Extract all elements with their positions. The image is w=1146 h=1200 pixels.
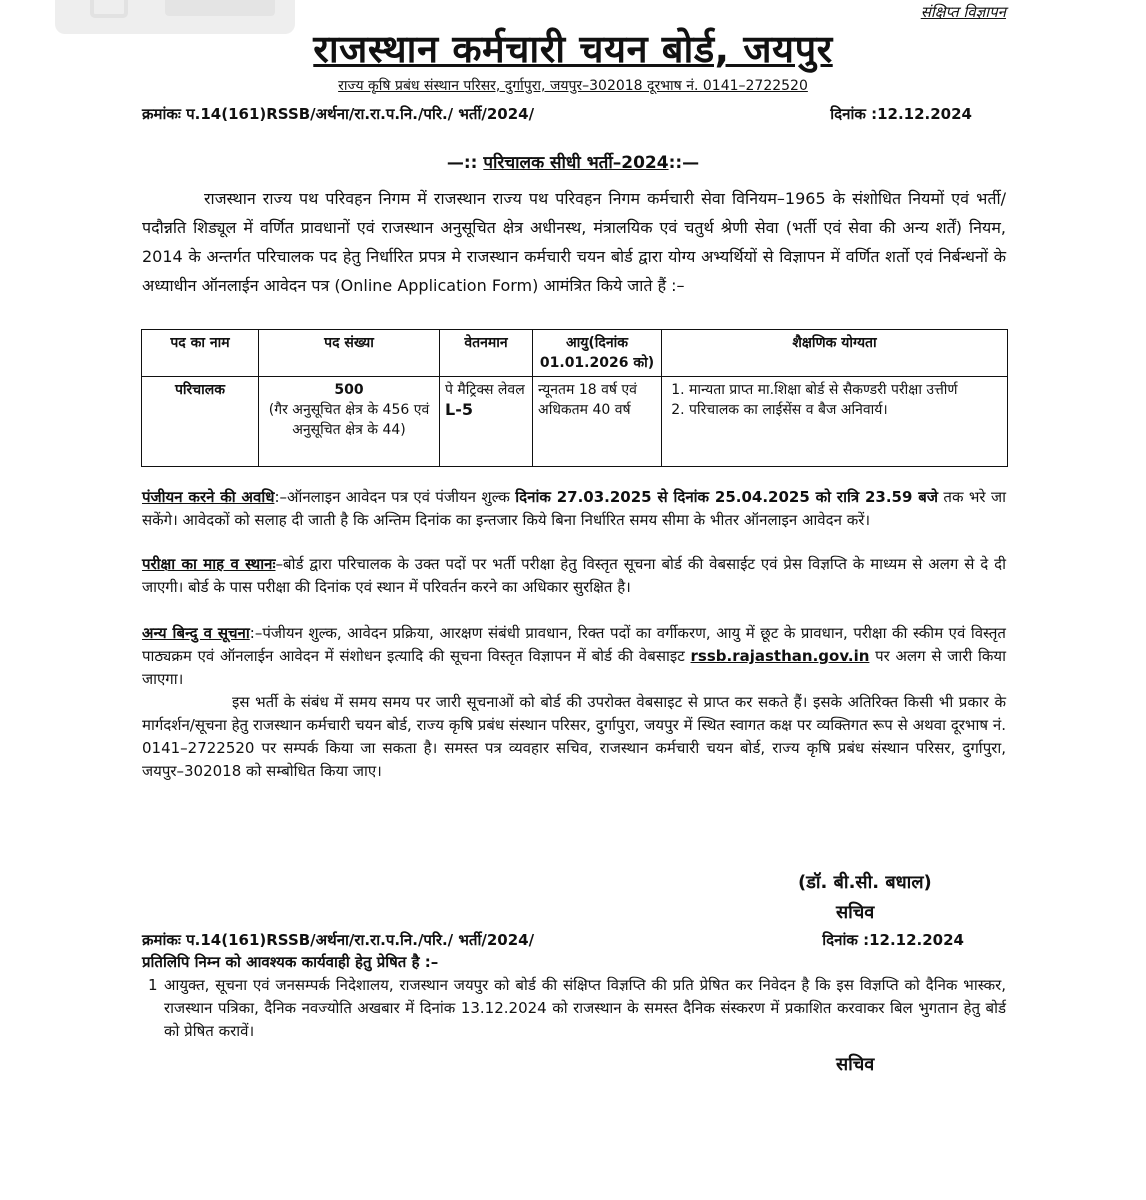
copy-item-number: 1: [148, 976, 158, 994]
organization-address: राज्य कृषि प्रबंध संस्थान परिसर, दुर्गापुरा, जयपुर–302018 दूरभाष नं. 0141–2722520: [338, 78, 808, 94]
cell-pay-scale: [440, 377, 533, 467]
post-count-total: 500: [334, 382, 364, 398]
notice-heading: [0, 150, 1146, 173]
intro-paragraph: [142, 184, 1006, 300]
other-info-section: [142, 622, 1006, 691]
table-header-row: [142, 330, 1008, 377]
col-post-name: पद का नाम: [142, 330, 259, 377]
qualification-item: 1. मान्यता प्राप्त मा.शिक्षा बोर्ड से सैकण्डरी परीक्षा उत्तीर्ण: [689, 380, 1002, 400]
heading-prefix: —::: [446, 153, 484, 173]
col-qualification: शैक्षणिक योग्यता: [662, 330, 1008, 377]
cell-age: न्यूनतम 18 वर्ष एवं अधिकतम 40 वर्ष: [533, 377, 662, 467]
heading-main: परिचालक सीधी भर्ती–2024: [483, 153, 669, 173]
table-row: [142, 377, 1008, 467]
reference-number: क्रमांकः प.14(161)RSSB/अर्थना/रा.रा.प.नि./परि./ भर्ती/2024/: [142, 105, 535, 123]
registration-dates: दिनांक 27.03.2025 से दिनांक 25.04.2025 को रात्रि 23.59 बजे: [515, 488, 938, 506]
exam-text: –बोर्ड द्वारा परिचालक के उक्त पदों पर भर्ती परीक्षा हेतु विस्तृत सूचना बोर्ड की वेबसाईट एवं प्रेस विज्ञप्ति के माध्यम से अलग से दे दी जाएगी। बोर्ड के पास परीक्षा की दिनांक एवं स्थान में परिवर्तन करने का अधिकार सुरक्षित है।: [142, 555, 1006, 596]
copy-list-item: [142, 974, 1006, 1043]
qualification-item: 2. परिचालक का लाईसेंस व बैज अनिवार्य।: [689, 400, 1002, 420]
contact-paragraph: [142, 691, 1006, 783]
signatory-name: (डॉ. बी.सी. बधाल): [798, 872, 932, 893]
heading-suffix: ::—: [668, 153, 700, 173]
col-post-count: पद संख्या: [259, 330, 440, 377]
pdf-icon: [90, 0, 128, 18]
cell-post-count: [259, 377, 440, 467]
cell-qualification: [662, 377, 1008, 467]
other-info-text-2: पर अलग से जारी किया जाएगा।: [142, 647, 1006, 688]
faded-toolbar-label: [165, 0, 275, 16]
copy-reference-line: [142, 930, 964, 950]
reference-line: [142, 104, 972, 124]
cell-post-name: परिचालक: [142, 377, 259, 467]
registration-text-2: तक भरे जा सकेंगे। आवेदकों को सलाह दी जाती है कि अन्तिम दिनांक का इन्तजार किये बिना निर्धारित समय सीमा के भीतर ऑनलाइन आवेदन करें।: [142, 488, 1006, 529]
short-advertisement-tag: संक्षिप्त विज्ञापन: [920, 3, 1006, 21]
registration-label: पंजीयन करने की अवधि: [142, 488, 275, 506]
copy-reference-number: क्रमांकः प.14(161)RSSB/अर्थना/रा.रा.प.नि./परि./ भर्ती/2024/: [142, 931, 535, 949]
website-link[interactable]: rssb.rajasthan.gov.in: [690, 647, 870, 665]
other-info-text-1: :–पंजीयन शुल्क, आवेदन प्रक्रिया, आरक्षण संबंधी प्रावधान, रिक्त पदों का वर्गीकरण, आयु में छूट के प्रावधान, परीक्षा की स्कीम एवं विस्तृत पाठ्यक्रम एवं ऑनलाईन आवेदन में संशोधन इत्यादि की सूचना विस्तृत विज्ञापन में बोर्ड की वेबसाइट: [142, 624, 1006, 665]
copy-item-text: आयुक्त, सूचना एवं जनसम्पर्क निदेशालय, राजस्थान जयपुर को बोर्ड की संक्षिप्त विज्ञप्ति की प्रति प्रेषित कर निवेदन है कि इस विज्ञप्ति को दैनिक भास्कर, राजस्थान पत्रिका, दैनिक नवज्योति अखबार में दिनांक 13.12.2024 को राजस्थान के समस्त दैनिक संस्करण में प्रकाशित करवाकर बिल भुगतान हेतु बोर्ड को प्रेषित करावें।: [164, 976, 1006, 1040]
registration-text-1: :–ऑनलाइन आवेदन पत्र एवं पंजीयन शुल्क: [274, 488, 516, 506]
pay-level: L-5: [445, 400, 473, 419]
reference-date: दिनांक :12.12.2024: [830, 105, 972, 123]
posts-table: [141, 329, 1008, 467]
col-age: आयु(दिनांक 01.01.2026 को): [533, 330, 662, 377]
exam-section: [142, 553, 1006, 599]
post-count-note: (गैर अनुसूचित क्षेत्र के 456 एवं अनुसूचित क्षेत्र के 44): [268, 402, 430, 438]
copy-reference-date: दिनांक :12.12.2024: [822, 931, 964, 949]
intro-text: राजस्थान राज्य पथ परिवहन निगम में राजस्थान राज्य पथ परिवहन निगम कर्मचारी सेवा विनियम–1965 के संशोधित नियमों एवं भर्ती/पदौन्नति शिड्यूल में वर्णित प्रावधानों एवं राजस्थान अनुसूचित क्षेत्र अधीनस्थ, मंत्रालयिक एवं चतुर्थ श्रेणी सेवा (भर्ती एवं सेवा की अन्य शर्तें) नियम, 2014 के अन्तर्गत परिचालक पद हेतु निर्धारित प्रपत्र मे राजस्थान कर्मचारी चयन बोर्ड द्वारा योग्य अभ्यर्थियों से विज्ञापन में वर्णित शर्तो एवं निर्बन्धनों के अध्याधीन ऑनलाईन आवेदन पत्र (Online Application Form) आमंत्रित किये जाते हैं :–: [142, 189, 1006, 295]
other-info-label: अन्य बिन्दु व सूचना: [142, 624, 250, 642]
copy-signatory-title: सचिव: [836, 1054, 875, 1075]
contact-text: इस भर्ती के संबंध में समय समय पर जारी सूचनाओं को बोर्ड की उपरोक्त वेबसाइट से प्राप्त कर सकते हैं। इसके अतिरिक्त किसी भी प्रकार के मार्गदर्शन/सूचना हेतु राजस्थान कर्मचारी चयन बोर्ड, राज्य कृषि प्रबंध संस्थान परिसर, दुर्गापुरा, जयपुर में स्थित स्वागत कक्ष पर व्यक्तिगत रूप से अथवा दूरभाष नं. 0141–2722520 पर सम्पर्क किया जा सकता है। समस्त पत्र व्यवहार सचिव, राजस्थान कर्मचारी चयन बोर्ड, राज्य कृषि प्रबंध संस्थान परिसर, दुर्गापुरा, जयपुर–302018 को सम्बोधित किया जाए।: [142, 693, 1006, 780]
pay-scale-prefix: पे मैट्रिक्स लेवल: [445, 382, 525, 398]
organization-title: राजस्थान कर्मचारी चयन बोर्ड, जयपुर: [313, 27, 833, 71]
copy-heading: प्रतिलिपि निम्न को आवश्यक कार्यवाही हेतु प्रेषित है :–: [142, 953, 439, 971]
col-pay-scale: वेतनमान: [440, 330, 533, 377]
registration-section: [142, 486, 1006, 532]
exam-label: परीक्षा का माह व स्थानः: [142, 555, 276, 573]
signatory-title: सचिव: [836, 902, 875, 923]
